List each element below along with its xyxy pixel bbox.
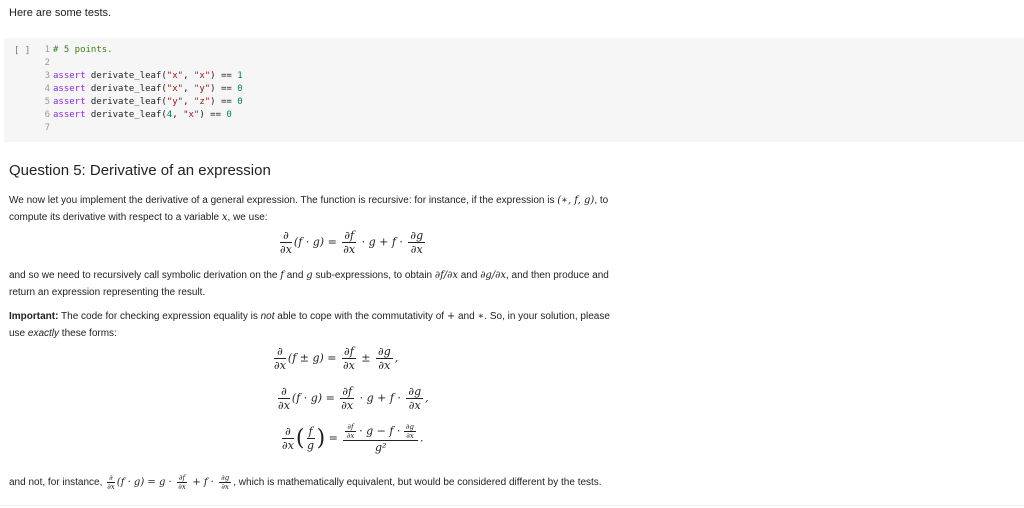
line-number: 6	[44, 110, 50, 120]
code-token: ,	[183, 84, 194, 94]
code-token: 0	[237, 84, 243, 94]
code-token: ) ==	[199, 110, 227, 120]
code-token: derivate_leaf(	[85, 97, 167, 107]
sum-rule-equation: $\frac{\partial}{\partial x}$ (f ± g) = $\frac{\partial f}{\partial x}$ ± $\frac{\partial g}{\partial x}$ ,	[274, 345, 399, 372]
code-token: ) ==	[210, 97, 238, 107]
line-number: 3	[44, 71, 50, 81]
intro-text: Here are some tests.	[9, 7, 112, 19]
code-token: ,	[183, 71, 194, 81]
paragraph-1: We now let you implement the derivative of a general expression. The function is recursive: for instance, if the expression is (∗, f, g), to compute its derivative with respect to a variable x, we use:	[9, 195, 609, 223]
code-line[interactable]	[40, 83, 243, 96]
paragraph-2: and so we need to recursively call symbolic derivation on the f and g sub-expressions, to obtain ∂f/∂x and ∂g/∂x, and then produce and return an expression representing the result.	[9, 270, 609, 298]
alt-product-form: $\frac{\partial}{\partial x}$ (f · g) = g · $\frac{\partial f}{\partial x}$ + f · $\frac{\partial g}{\partial x}$	[107, 474, 230, 491]
code-token: ) ==	[210, 84, 238, 94]
question-title: Question 5: Derivative of an expression	[9, 162, 271, 179]
cell-divider	[0, 505, 1024, 506]
code-token: derivate_leaf(	[85, 71, 167, 81]
line-number: 7	[44, 123, 50, 133]
code-token: assert	[53, 84, 86, 94]
code-token: assert	[53, 71, 86, 81]
product-rule-form: $\frac{\partial}{\partial x}$ (f · g) = $\frac{\partial f}{\partial x}$ · g + f · $\frac{\partial g}{\partial x}$ ,	[278, 385, 429, 412]
code-token: 4	[166, 110, 173, 120]
code-token: "x"	[166, 71, 184, 81]
code-token: # 5 points.	[53, 45, 113, 55]
code-token: 1	[237, 71, 243, 81]
code-line[interactable]	[40, 44, 243, 57]
code-token: ,	[183, 97, 194, 107]
code-token: assert	[53, 97, 86, 107]
line-number: 2	[44, 58, 50, 68]
code-token: derivate_leaf(	[85, 110, 167, 120]
code-token: "x"	[193, 71, 211, 81]
code-cell[interactable]	[4, 38, 1024, 142]
code-token: "y"	[166, 97, 184, 107]
code-token: "y"	[193, 84, 211, 94]
code-line[interactable]	[40, 57, 243, 70]
code-token: ,	[172, 110, 184, 120]
product-rule-equation: $\frac{\partial}{\partial x}$ (f · g) = $\frac{\partial f}{\partial x}$ · g + f · $\frac{\partial g}{\partial x}$	[280, 229, 424, 256]
code-line[interactable]	[40, 122, 243, 135]
code-token: "z"	[193, 97, 211, 107]
cell-prompt: [ ]	[14, 46, 31, 56]
code-token: 0	[226, 110, 232, 120]
line-number: 4	[44, 84, 50, 94]
code-token: ) ==	[210, 71, 238, 81]
code-line[interactable]	[40, 70, 243, 83]
code-line[interactable]	[40, 109, 243, 122]
line-number: 5	[44, 97, 50, 107]
code-line[interactable]	[40, 96, 243, 109]
code-token: 0	[237, 97, 243, 107]
line-number: 1	[44, 45, 50, 55]
code-token: "x"	[166, 84, 184, 94]
code-editor[interactable]	[40, 44, 243, 135]
code-token: derivate_leaf(	[85, 84, 167, 94]
code-token: "x"	[183, 110, 200, 120]
paragraph-4: and not, for instance, $\frac{\partial}{\partial x}$ (f · g) = g · $\frac{\partial f}{\partial x}$ + f · $\frac{\partial g}{\partial x}$ , which is mathematically equivalent, but would be considered different by the tests.	[9, 474, 602, 491]
quotient-rule-form: $\frac{\partial}{\partial x}$ ( $\frac{f}{g}$ ) = $\frac{\partial f}{\partial x}$ · g − f · $\frac{\partial g}{\partial x}$ g² .	[282, 423, 424, 454]
code-token: assert	[53, 110, 86, 120]
paragraph-3: Important: The code for checking expression equality is not able to cope with the commutativity of + and ∗. So, in your solution, please use exactly these forms:	[9, 311, 610, 339]
